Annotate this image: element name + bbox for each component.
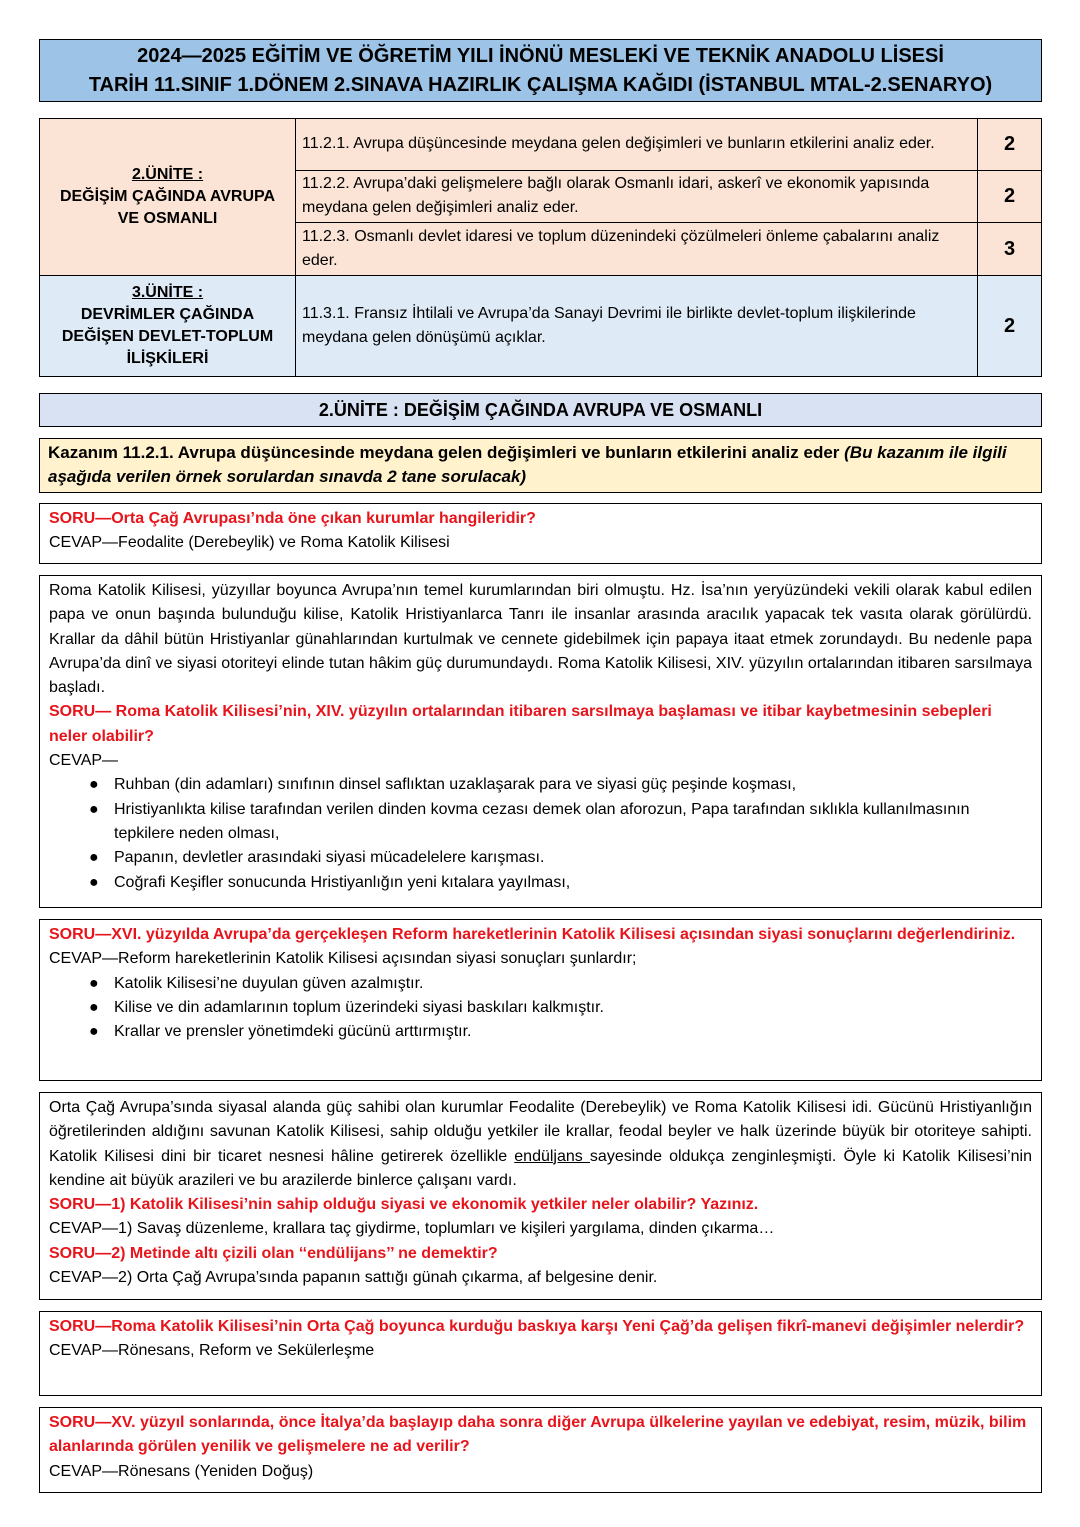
unit2-cell — [40, 119, 296, 276]
outcome-description: 11.2.1. Avrupa düşüncesinde meydana gelen değişimleri ve bunların etkilerini analiz eder. — [296, 119, 978, 171]
bullet-icon: ● — [89, 849, 99, 867]
header-line-2: TARİH 11.SINIF 1.DÖNEM 2.SINAVA HAZIRLIK ÇALIŞMA KAĞIDI (İSTANBUL MTAL-2.SENARYO) — [88, 74, 993, 96]
question-box-5 — [39, 1311, 1042, 1396]
unit3-name-line1: DEVRİMLER ÇAĞINDA — [80, 306, 255, 323]
answer-list — [49, 773, 1032, 894]
unit-section-header: 2.ÜNİTE : DEĞİŞİM ÇAĞINDA AVRUPA VE OSMANLI — [39, 393, 1042, 427]
question-count: 2 — [978, 276, 1042, 377]
worksheet-header — [39, 39, 1042, 102]
unit2-name-line1: DEĞİŞİM ÇAĞINDA AVRUPA — [59, 188, 276, 205]
list-item: ● Kilise ve din adamlarının toplum üzerindeki siyasi baskıları kalkmıştır. — [89, 996, 1032, 1020]
outcome-description: 11.3.1. Fransız İhtilali ve Avrupa’da Sanayi Devrimi ile birlikte devlet-toplum ilişkilerinde meydana gelen dönüşümü açıklar. — [296, 276, 978, 377]
learning-outcome-note: (Bu kazanım ile ilgili aşağıda verilen örnek sorulardan sınavda 2 tane sorulacak) — [48, 443, 1007, 486]
bullet-icon: ● — [89, 1023, 99, 1041]
header-line-1: 2024—2025 EĞİTİM VE ÖĞRETİM YILI İNÖNÜ MESLEKİ VE TEKNİK ANADOLU LİSESİ — [137, 45, 944, 67]
answer-list — [49, 972, 1032, 1045]
question-count: 3 — [978, 223, 1042, 276]
answer-text: CEVAP—Rönesans, Reform ve Sekülerleşme — [49, 1342, 375, 1360]
list-item: ● Papanın, devletler arasındaki siyasi mücadelelere karışması. — [89, 846, 1032, 870]
learning-outcome-box — [39, 438, 1042, 493]
question-count: 2 — [978, 171, 1042, 223]
question-box-2 — [39, 575, 1042, 908]
passage-text: Roma Katolik Kilisesi, yüzyıllar boyunca Avrupa’nın temel kurumlarından biri olmuştu. Hz. İsa’nın yeryüzündeki vekili olarak kabul edilen papa ve onun başında bulunduğu kilise, Katolik Hristiyanlarca Tanrı ile insanlar arasında aracılık yapacak tek vasıta olarak görülürdü. Krallar da dâhil bütün Hristiyanlar günahlarından kurtulmak ve cennete gidebilmek için papaya itaat etmek zorundaydı. Bu nedenle papa Avrupa’da dinî ve siyasi otoriteyi elinde tutan hâkim güç durumundaydı. Roma Katolik Kilisesi, XIV. yüzyılın ortalarından itibaren sarsılmaya başladı. — [49, 582, 1032, 697]
unit3-name-line3: İLİŞKİLERİ — [126, 350, 209, 367]
bullet-icon: ● — [89, 873, 99, 891]
unit3-name-line2: DEĞİŞEN DEVLET-TOPLUM — [61, 328, 274, 345]
bullet-icon: ● — [89, 998, 99, 1016]
question-box-3 — [39, 919, 1042, 1081]
unit3-cell — [40, 276, 296, 377]
bullet-icon: ● — [89, 974, 99, 992]
underlined-term: endüljans — [514, 1147, 590, 1165]
list-item: ● Katolik Kilisesi’ne duyulan güven azalmıştır. — [89, 972, 1032, 996]
question-count: 2 — [978, 119, 1042, 171]
outcome-description: 11.2.2. Avrupa’daki gelişmelere bağlı olarak Osmanlı idari, askerî ve ekonomik yapısında meydana gelen değişimleri analiz eder. — [296, 171, 978, 223]
passage-text: Orta Çağ Avrupa’sında siyasal alanda güç sahibi olan kurumlar Feodalite (Derebeylik) ve Roma Katolik Kilisesi idi. Gücünü Hristiyanlığın öğretilerinden aldığını savunan Katolik Kilisesi, sahip olduğu yetkiler ile krallar, feodal beyler ve halk üzerinde büyük bir otoriteye sahipti. Katolik Kilisesi dini bir ticaret nesnesi hâline getirerek özellikle endüljans sayesinde oldukça zenginleşmişti. Öyle ki Katolik Kilisesi’nin kendine ait büyük arazileri ve bu arazilerde binlerce çalışanı vardı. — [49, 1099, 1033, 1189]
outcome-description: 11.2.3. Osmanlı devlet idaresi ve toplum düzenindeki çözülmeleri önleme çabalarını analiz eder. — [296, 223, 978, 276]
answer-text: CEVAP—Rönesans (Yeniden Doğuş) — [49, 1462, 314, 1480]
list-item: ● Hristiyanlıkta kilise tarafından verilen dinden kovma cezası demek olan aforozun, Papa tarafından sıklıkla kullanılmasının tepkilere neden olması, — [89, 798, 1032, 847]
learning-outcome-text: Kazanım 11.2.1. Avrupa düşüncesinde meydana gelen değişimleri ve bunların etkilerini analiz eder — [48, 443, 845, 462]
answer-label: CEVAP— — [49, 752, 119, 770]
answer-text: CEVAP—Feodalite (Derebeylik) ve Roma Katolik Kilisesi — [49, 534, 450, 552]
question-box-1 — [39, 503, 1042, 564]
list-item: ● Ruhban (din adamları) sınıfının dinsel saflıktan uzaklaşarak para ve siyasi güç peşinde koşması, — [89, 773, 1032, 797]
bullet-icon: ● — [89, 800, 99, 818]
answer-text: CEVAP—2) Orta Çağ Avrupa’sında papanın sattığı günah çıkarma, af belgesine denir. — [49, 1269, 658, 1287]
question-text: SORU—1) Katolik Kilisesi’nin sahip olduğu siyasi ve ekonomik yetkiler neler olabilir? Yazınız. — [49, 1196, 759, 1214]
unit2-title: 2.ÜNİTE : — [131, 166, 204, 183]
list-item: ● Krallar ve prensler yönetimdeki gücünü arttırmıştır. — [89, 1020, 1032, 1044]
question-text: SORU—XVI. yüzyılda Avrupa’da gerçekleşen Reform hareketlerinin Katolik Kilisesi açısından siyasi sonuçlarını değerlendiriniz. — [49, 926, 1016, 943]
question-text: SORU—XV. yüzyıl sonlarında, önce İtalya’da başlayıp daha sonra diğer Avrupa ülkelerine yayılan ve edebiyat, resim, müzik, bilim alanlarında görülen yenilik ve gelişmelere ne ad verilir? — [49, 1414, 1027, 1456]
table-row — [40, 119, 1042, 171]
question-text: SORU—Orta Çağ Avrupası’nda öne çıkan kurumlar hangileridir? — [49, 510, 536, 527]
worksheet-page — [39, 39, 1042, 1493]
answer-text: CEVAP—Reform hareketlerinin Katolik Kilisesi açısından siyasi sonuçları şunlardır; — [49, 950, 637, 968]
list-item: ● Coğrafi Keşifler sonucunda Hristiyanlığın yeni kıtalara yayılması, — [89, 871, 1032, 895]
answer-text: CEVAP—1) Savaş düzenleme, krallara taç giydirme, toplumları ve kişileri yargılama, dinden çıkarma… — [49, 1220, 775, 1238]
unit2-name-line2: VE OSMANLI — [117, 210, 218, 227]
question-text: SORU— Roma Katolik Kilisesi’nin, XIV. yüzyılın ortalarından itibaren sarsılmaya başlaması ve itibar kaybetmesinin sebepleri neler olabilir? — [49, 703, 992, 745]
question-box-6 — [39, 1407, 1042, 1493]
outcomes-table — [39, 118, 1042, 377]
bullet-icon: ● — [89, 776, 99, 794]
question-box-4 — [39, 1092, 1042, 1300]
question-text: SORU—Roma Katolik Kilisesi’nin Orta Çağ boyunca kurduğu baskıya karşı Yeni Çağ’da gelişen fikrî-manevi değişimler nelerdir? — [49, 1318, 1025, 1335]
table-row — [40, 276, 1042, 377]
question-text: SORU—2) Metinde altı çizili olan ‘‘endülijans’’ ne demektir? — [49, 1244, 498, 1262]
unit3-title: 3.ÜNİTE : — [131, 284, 204, 301]
